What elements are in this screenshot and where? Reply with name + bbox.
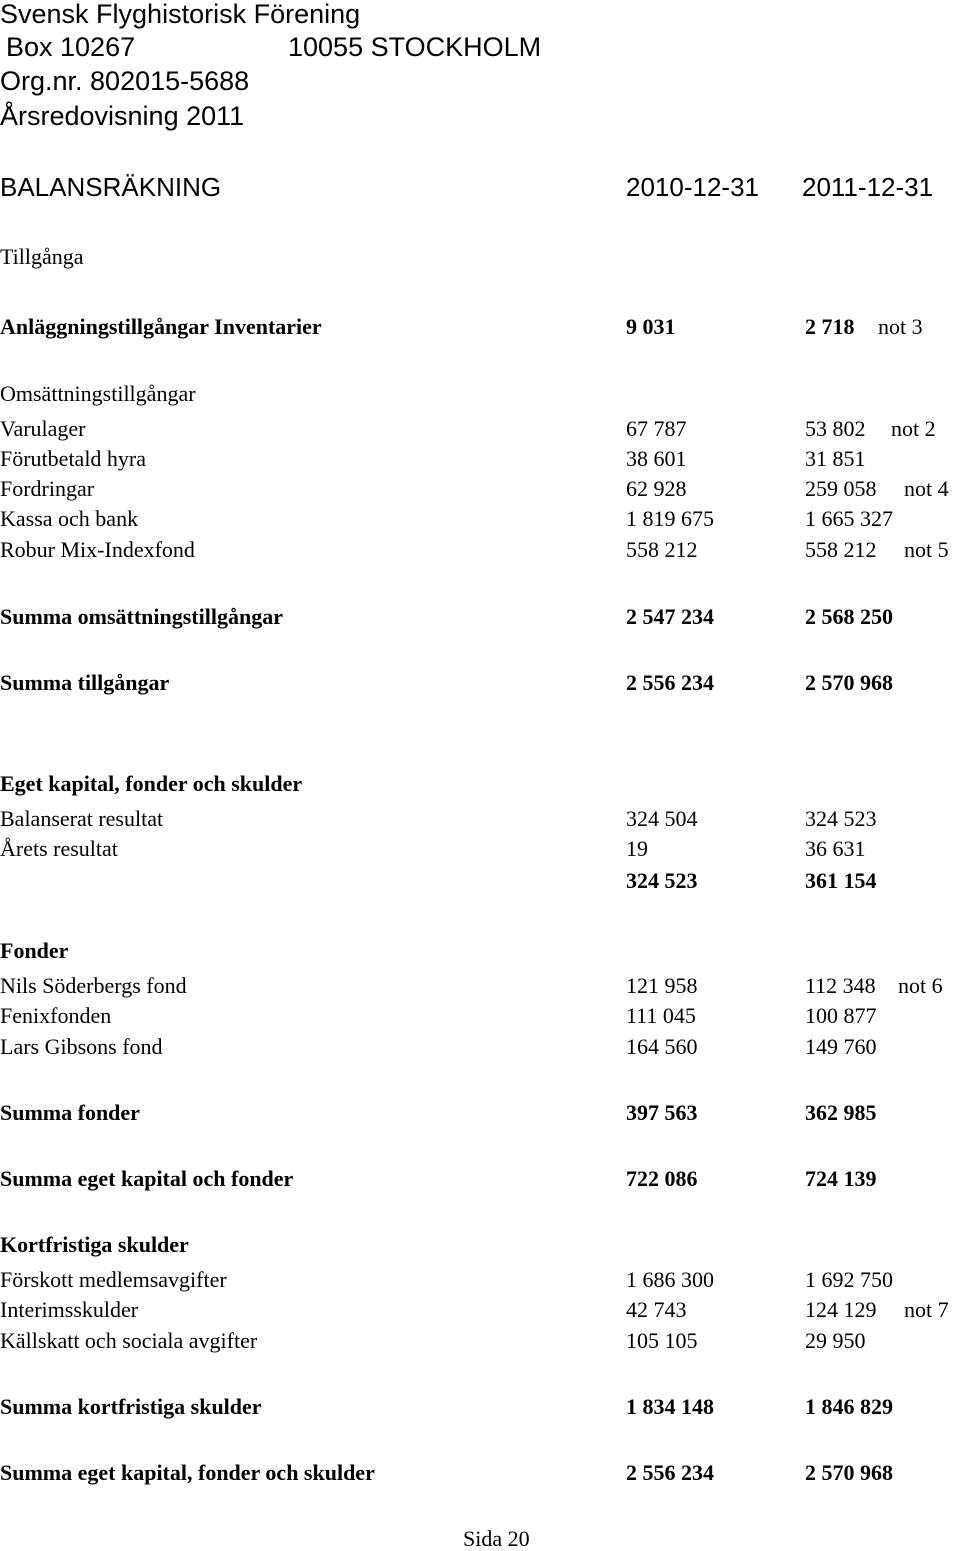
sum-current-assets-label: Summa omsättningstillgångar: [0, 604, 283, 629]
address-box: Box 10267: [6, 32, 136, 62]
asset-row-prev: 38 601: [626, 446, 687, 471]
sum-assets-label: Summa tillgångar: [0, 670, 170, 695]
equity-subtotal-curr: 361 154: [805, 868, 877, 893]
funds-heading: Fonder: [0, 938, 69, 963]
address-city: 10055 STOCKHOLM: [288, 32, 542, 62]
equity-row-label: Balanserat resultat: [0, 806, 164, 831]
equity-row-prev: 19: [626, 836, 648, 861]
sum-liabilities-label: Summa kortfristiga skulder: [0, 1394, 262, 1419]
report-title: Årsredovisning 2011: [0, 101, 245, 131]
fixed-assets-label: Anläggningstillgångar Inventarier: [0, 314, 322, 339]
grand-total-curr: 2 570 968: [805, 1460, 893, 1485]
org-number: Org.nr. 802015-5688: [0, 66, 250, 96]
sum-current-assets-prev: 2 547 234: [626, 604, 714, 629]
sum-equity-funds-prev: 722 086: [626, 1166, 698, 1191]
equity-row-prev: 324 504: [626, 806, 698, 831]
equity-row-label: Årets resultat: [0, 836, 118, 861]
asset-row-prev: 67 787: [626, 416, 687, 441]
sum-equity-funds-label: Summa eget kapital och fonder: [0, 1166, 294, 1191]
equity-subtotal-prev: 324 523: [626, 868, 698, 893]
asset-row-curr: 31 851: [805, 446, 866, 471]
fund-row-label: Nils Söderbergs fond: [0, 973, 187, 998]
equity-row-curr: 324 523: [805, 806, 877, 831]
asset-row-label: Förutbetald hyra: [0, 446, 147, 471]
liability-row-label: Interimsskulder: [0, 1297, 139, 1322]
fixed-assets-curr: 2 718: [805, 314, 855, 339]
asset-row-label: Fordringar: [0, 476, 95, 501]
sum-assets-prev: 2 556 234: [626, 670, 714, 695]
fixed-assets-note: not 3: [878, 314, 923, 339]
asset-row-prev: 1 819 675: [626, 506, 714, 531]
equity-heading: Eget kapital, fonder och skulder: [0, 771, 303, 796]
liability-row-curr: 124 129: [805, 1297, 877, 1322]
asset-row-note: not 2: [891, 416, 936, 441]
sum-liabilities-prev: 1 834 148: [626, 1394, 714, 1419]
sum-liabilities-curr: 1 846 829: [805, 1394, 893, 1419]
fund-row-prev: 164 560: [626, 1034, 698, 1059]
liability-row-label: Källskatt och sociala avgifter: [0, 1328, 258, 1353]
asset-row-prev: 558 212: [626, 537, 698, 562]
asset-row-note: not 5: [904, 537, 949, 562]
asset-row-label: Robur Mix-Indexfond: [0, 537, 195, 562]
asset-row-curr: 259 058: [805, 476, 877, 501]
fund-row-curr: 149 760: [805, 1034, 877, 1059]
current-assets-heading: Omsättningstillgångar: [0, 381, 196, 406]
sum-funds-label: Summa fonder: [0, 1100, 140, 1125]
assets-heading: Tillgånga: [0, 244, 84, 269]
liability-row-prev: 105 105: [626, 1328, 698, 1353]
fund-row-curr: 112 348: [805, 973, 876, 998]
fund-row-label: Lars Gibsons fond: [0, 1034, 163, 1059]
equity-row-curr: 36 631: [805, 836, 866, 861]
fund-row-prev: 121 958: [626, 973, 698, 998]
liability-row-note: not 7: [904, 1297, 949, 1322]
asset-row-label: Varulager: [0, 416, 86, 441]
fund-row-prev: 111 045: [626, 1003, 696, 1028]
fixed-assets-prev: 9 031: [626, 314, 676, 339]
sum-equity-funds-curr: 724 139: [805, 1166, 877, 1191]
balance-title: BALANSRÄKNING: [0, 172, 222, 202]
liability-row-curr: 1 692 750: [805, 1267, 893, 1292]
liability-row-label: Förskott medlemsavgifter: [0, 1267, 227, 1292]
sum-assets-curr: 2 570 968: [805, 670, 893, 695]
fund-row-label: Fenixfonden: [0, 1003, 112, 1028]
asset-row-label: Kassa och bank: [0, 506, 139, 531]
liability-row-curr: 29 950: [805, 1328, 866, 1353]
liabilities-heading: Kortfristiga skulder: [0, 1232, 189, 1257]
org-name: Svensk Flyghistorisk Förening: [0, 0, 361, 29]
sum-funds-curr: 362 985: [805, 1100, 877, 1125]
asset-row-curr: 53 802: [805, 416, 866, 441]
date-curr: 2011-12-31: [802, 172, 934, 202]
asset-row-curr: 558 212: [805, 537, 877, 562]
fund-row-curr: 100 877: [805, 1003, 877, 1028]
date-prev: 2010-12-31: [626, 172, 759, 202]
fund-row-note: not 6: [898, 973, 943, 998]
asset-row-curr: 1 665 327: [805, 506, 893, 531]
grand-total-prev: 2 556 234: [626, 1460, 714, 1485]
liability-row-prev: 42 743: [626, 1297, 687, 1322]
asset-row-note: not 4: [904, 476, 949, 501]
grand-total-label: Summa eget kapital, fonder och skulder: [0, 1460, 375, 1485]
sum-current-assets-curr: 2 568 250: [805, 604, 893, 629]
liability-row-prev: 1 686 300: [626, 1267, 714, 1292]
page-number: Sida 20: [463, 1526, 530, 1551]
asset-row-prev: 62 928: [626, 476, 687, 501]
sum-funds-prev: 397 563: [626, 1100, 698, 1125]
